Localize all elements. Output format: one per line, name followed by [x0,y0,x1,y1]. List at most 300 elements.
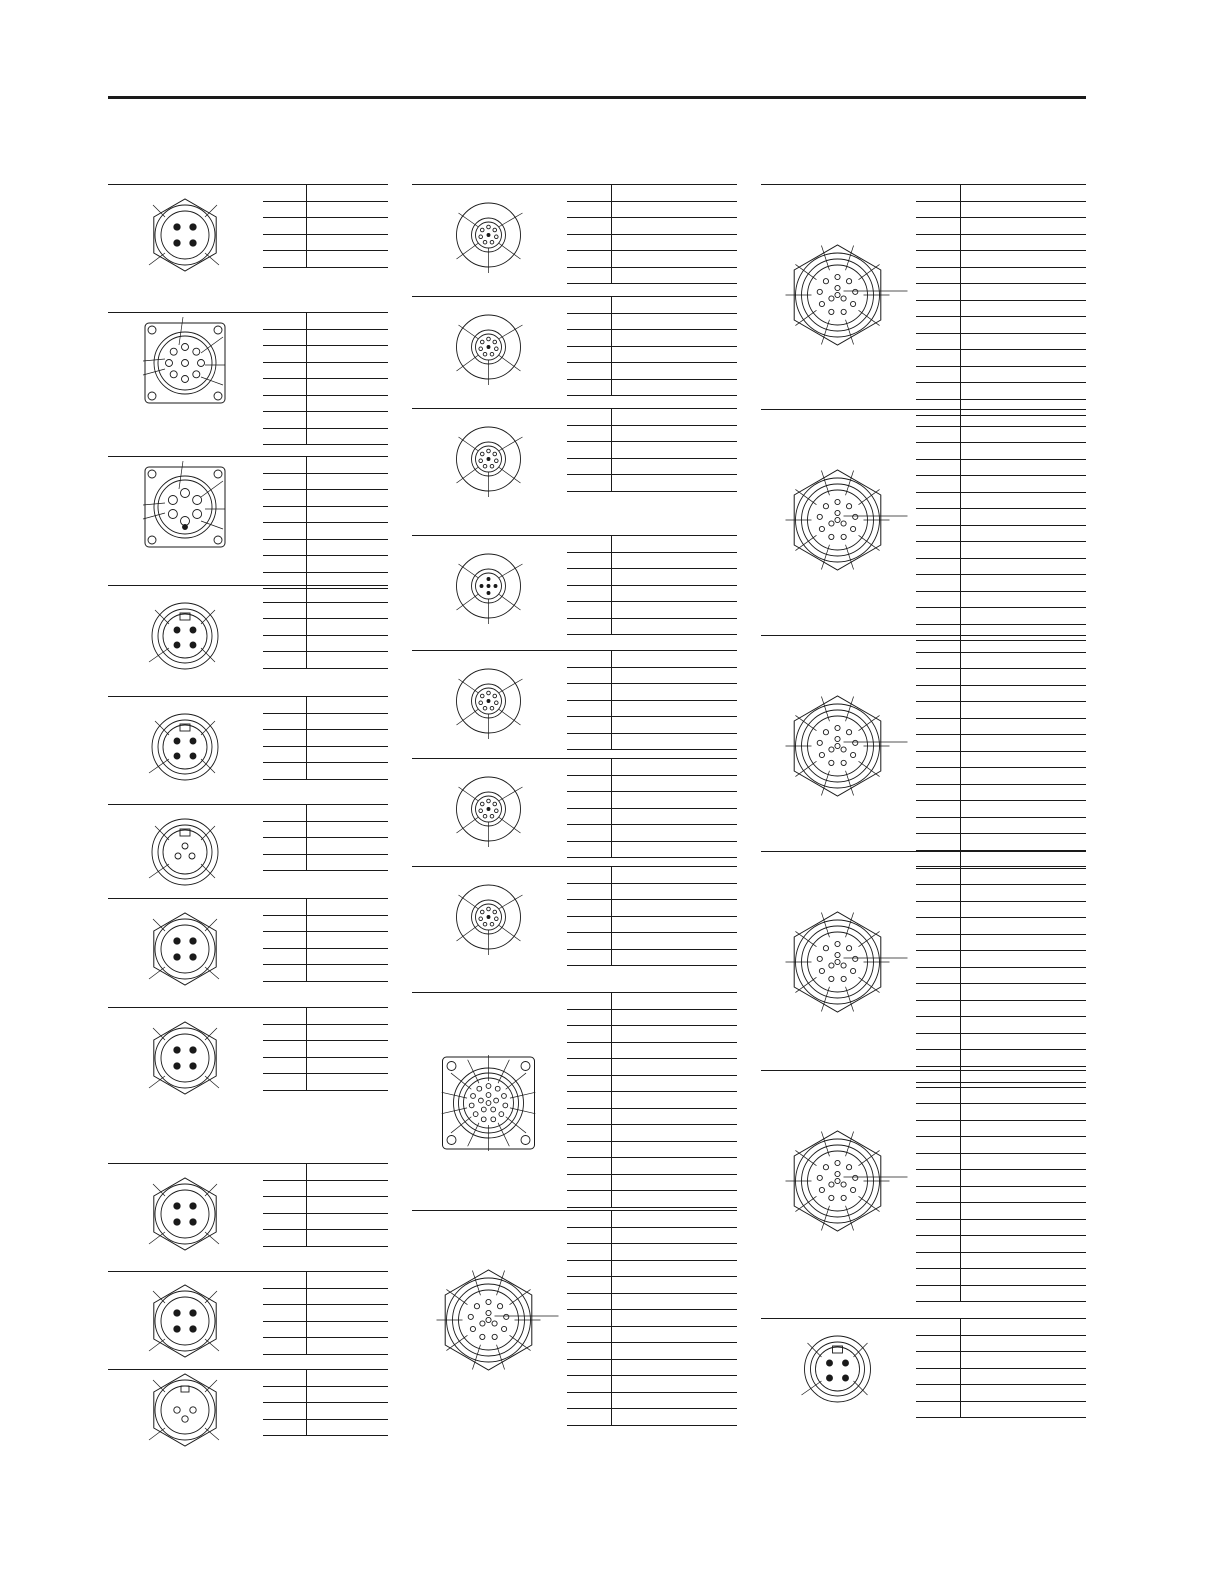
pin-number-cell [916,350,961,367]
callout-leader [846,1132,854,1157]
pin-number-cell [916,718,961,735]
table-row [916,984,1086,1001]
connector-ring [155,1380,215,1440]
pin-number-cell [916,575,961,592]
contact-pin [480,228,484,232]
callout-leader [179,461,183,489]
table-row [263,313,388,329]
connector-drawing [108,805,262,899]
table-row [263,1057,388,1074]
contact-pin [827,1375,833,1381]
pin-number-cell [567,867,612,883]
pin-number-cell [263,1386,307,1403]
table-row [567,1392,737,1409]
signal-name-cell [961,1319,1087,1335]
pin-number-cell [263,1419,307,1436]
callout-leader [846,545,854,570]
signal-name-cell [307,1370,389,1386]
contact-pin [494,235,498,239]
contact-pin [829,1182,834,1187]
table-row [916,768,1086,785]
table-row [567,1211,737,1227]
pin-number-cell [263,838,307,855]
table-row [263,1041,388,1058]
signal-name-cell [307,838,389,855]
contact-pin [494,1098,499,1103]
callout-leader [846,246,854,271]
pin-number-cell [263,805,307,821]
signal-name-cell [307,602,389,619]
contact-pin [850,968,855,973]
contact-pin [846,946,851,951]
contact-pin [190,224,196,230]
table-row [263,586,388,602]
signal-name-cell [961,575,1087,592]
connector-ring [158,609,212,663]
signal-name-cell [612,379,738,396]
signal-name-cell [612,1009,738,1026]
hex-nut-outline [154,1178,216,1250]
signal-name-cell [961,669,1087,686]
pin-number-cell [916,426,961,443]
callout-leader [846,987,854,1012]
pin-number-cell [567,1227,612,1244]
signal-name-cell [307,1008,389,1024]
table-row [916,784,1086,801]
signal-name-cell [307,506,389,523]
table-row [916,492,1086,509]
signal-name-cell [612,1125,738,1142]
signal-name-cell [612,883,738,900]
callout-leader [821,913,829,938]
callout-leader [821,987,829,1012]
callout-leader [205,1076,219,1088]
contact-pin [835,1171,840,1176]
callout-leader [457,243,479,259]
pin-number-cell [263,1370,307,1386]
table-row [567,825,737,842]
connector-section [108,1369,388,1450]
contact-pin [473,1112,478,1117]
contact-pin [487,578,490,581]
callout-leader [457,817,479,833]
contact-pin [174,1407,180,1413]
signal-name-cell [612,1260,738,1277]
connector-drawing [412,993,565,1209]
connector-section [412,650,737,758]
contact-pin [493,910,497,914]
signal-name-cell [307,329,389,346]
signal-name-cell [612,425,738,442]
contact-pin [174,1047,180,1053]
table-row [916,1335,1086,1352]
signal-name-cell [307,1386,389,1403]
table-row [916,542,1086,559]
pin-number-cell [263,218,307,235]
contact-pin [481,1107,486,1112]
pin-number-cell [916,201,961,218]
contact-pin [487,592,490,595]
signal-name-cell [612,1141,738,1158]
pin-number-cell [567,425,612,442]
signal-name-cell [307,523,389,540]
table-row [916,901,1086,918]
contact-pin [819,752,824,757]
pin-number-cell [263,965,307,982]
table-row [567,667,737,684]
table-row [263,395,388,412]
contact-pin [835,941,840,946]
table-row [263,218,388,235]
signal-name-cell [612,733,738,750]
contact-pin [841,760,846,765]
pin-number-cell [916,1186,961,1203]
pin-number-cell [263,1321,307,1338]
contact-pin [486,1310,491,1315]
pin-number-cell [263,1213,307,1230]
contact-pin [474,1304,479,1309]
callout-leader [821,771,829,796]
contact-pin [829,747,834,752]
connector-drawing [412,759,565,866]
table-row [916,868,1086,885]
pin-assignment-table [263,185,388,268]
table-row [916,476,1086,493]
table-row [263,713,388,730]
callout-leader [821,545,829,570]
table-row [567,330,737,347]
table-row [916,608,1086,625]
table-row [916,426,1086,443]
table-row [567,651,737,667]
signal-name-cell [612,1277,738,1294]
table-row [567,1141,737,1158]
mounting-hole [447,1136,456,1145]
signal-name-cell [612,251,738,268]
connector-drawing [412,651,565,758]
contact-pin [835,736,840,741]
pin-number-cell [567,234,612,251]
signal-name-cell [612,1310,738,1327]
table-row [567,602,737,619]
signal-name-cell [307,635,389,652]
pin-number-cell [567,841,612,858]
pin-number-cell [916,984,961,1001]
connector-section [108,312,388,455]
pin-number-cell [263,1057,307,1074]
pin-number-cell [916,300,961,317]
signal-name-cell [307,1197,389,1214]
contact-pin [494,585,497,588]
contact-pin [829,534,834,539]
table-row [263,948,388,965]
signal-name-cell [307,1041,389,1058]
table-row [567,1059,737,1076]
table-row [916,1071,1086,1087]
table-row [567,218,737,235]
pin-number-cell [263,821,307,838]
pin-number-cell [263,1272,307,1288]
signal-name-cell [307,948,389,965]
contact-pin [843,1375,849,1381]
contact-pin [468,1314,473,1319]
signal-name-cell [961,1033,1087,1050]
signal-name-cell [961,1401,1087,1418]
table-row [916,251,1086,268]
contact-pin [198,360,205,367]
signal-name-cell [612,585,738,602]
pin-number-cell [567,552,612,569]
table-row [263,619,388,636]
signal-name-cell [307,313,389,329]
table-row [263,1180,388,1197]
pin-number-cell [916,685,961,702]
table-row [567,536,737,552]
contact-pin [487,808,490,811]
connector-ring [811,1342,865,1396]
table-row [916,317,1086,334]
signal-name-cell [612,1359,738,1376]
signal-name-cell [961,702,1087,719]
signal-name-cell [961,251,1087,268]
connector-section [108,1007,388,1164]
callout-leader [205,253,219,265]
signal-name-cell [961,201,1087,218]
signal-name-cell [307,379,389,396]
contact-pin [835,517,840,522]
contact-pin [481,1117,486,1122]
signal-name-cell [307,586,389,602]
pin-number-cell [567,1026,612,1043]
contact-pin [503,1103,508,1108]
pin-number-cell [263,1074,307,1091]
contact-pin [501,1326,506,1331]
table-row [567,569,737,586]
pin-number-cell [263,1403,307,1420]
contact-pin [480,910,484,914]
callout-leader [821,697,829,722]
signal-name-cell [307,1057,389,1074]
signal-name-cell [612,569,738,586]
table-row [567,1075,737,1092]
hex-nut-outline [154,1022,216,1094]
pin-number-cell [263,730,307,747]
pin-number-cell [263,1305,307,1322]
table-row [916,1104,1086,1121]
pin-number-cell [916,801,961,818]
pin-number-cell [567,251,612,268]
contact-pin [829,1195,834,1200]
pin-number-cell [567,1277,612,1294]
table-row [916,751,1086,768]
signal-name-cell [961,918,1087,935]
pin-number-cell [916,267,961,284]
connector-ring [163,614,207,658]
contact-pin [487,458,490,461]
signal-name-cell [612,602,738,619]
signal-name-cell [612,841,738,858]
signal-name-cell [961,1269,1087,1286]
pin-number-cell [916,1104,961,1121]
signal-name-cell [307,1024,389,1041]
pin-number-cell [567,1293,612,1310]
contact-pin [487,691,491,695]
pin-number-cell [567,458,612,475]
pin-number-cell [916,218,961,235]
signal-name-cell [612,618,738,635]
pin-number-cell [916,834,961,851]
contact-pin [835,285,840,290]
pin-number-cell [263,746,307,763]
contact-pin [497,1304,502,1309]
table-row [263,1008,388,1024]
pin-number-cell [567,330,612,347]
signal-name-cell [307,473,389,490]
pin-number-cell [263,457,307,473]
signal-name-cell [961,1087,1087,1104]
table-row [916,1137,1086,1154]
pin-number-cell [567,442,612,459]
connector-section [761,851,1086,1069]
callout-leader [472,1271,480,1296]
table-row [567,1310,737,1327]
signal-name-cell [961,1352,1087,1369]
table-row [567,1108,737,1125]
table-row [916,366,1086,383]
contact-pin [478,1098,483,1103]
contact-pin [182,843,188,849]
contact-pin [817,514,822,519]
mounting-hole [148,536,156,544]
contact-pin [168,510,177,519]
signal-name-cell [612,1293,738,1310]
callout-leader [497,1271,505,1296]
contact-pin [193,348,200,355]
connector-section [108,1163,388,1272]
contact-pin [843,1360,849,1366]
pin-number-cell [567,717,612,734]
table-row [263,1230,388,1247]
pin-number-cell [916,951,961,968]
contact-pin [835,1178,840,1183]
table-row [567,267,737,284]
pin-number-cell [263,329,307,346]
contact-pin [835,499,840,504]
contact-pin [841,976,846,981]
pin-number-cell [916,366,961,383]
contact-pin [493,802,497,806]
table-row [567,1359,737,1376]
signal-name-cell [612,363,738,380]
signal-name-cell [612,916,738,933]
contact-pin [174,1310,180,1316]
signal-name-cell [612,218,738,235]
pin-number-cell [916,1000,961,1017]
signal-name-cell [612,1174,738,1191]
contact-pin [480,452,484,456]
connector-ring [802,484,874,556]
signal-name-cell [961,284,1087,301]
pin-number-cell [263,251,307,268]
pin-assignment-table [567,759,737,858]
pin-number-cell [263,1197,307,1214]
pin-number-cell [567,297,612,313]
signal-name-cell [307,854,389,871]
contact-pin [490,706,494,710]
contact-pin [490,240,494,244]
table-row [263,652,388,669]
table-row [567,1277,737,1294]
signal-name-cell [961,1137,1087,1154]
connector-drawing [412,536,565,650]
pin-number-cell [567,993,612,1009]
pin-number-cell [916,784,961,801]
contact-pin [823,504,828,509]
signal-name-cell [961,608,1087,625]
signal-name-cell [961,967,1087,984]
signal-name-cell [612,1326,738,1343]
pin-number-cell [567,346,612,363]
connector-ring [163,725,207,769]
connector-section [108,585,388,696]
callout-leader [846,771,854,796]
pin-number-cell [567,1075,612,1092]
contact-pin [819,1187,824,1192]
contact-pin [835,510,840,515]
callout-leader [201,337,223,353]
pin-number-cell [263,1230,307,1247]
signal-name-cell [961,685,1087,702]
contact-pin [483,464,487,468]
connector-section [108,1271,388,1370]
contact-pin [190,1219,196,1225]
pin-number-cell [916,234,961,251]
table-row [567,201,737,218]
table-row [567,442,737,459]
signal-name-cell [961,1104,1087,1121]
signal-name-cell [961,901,1087,918]
signal-name-cell [612,1409,738,1426]
pin-number-cell [916,1033,961,1050]
pin-number-cell [916,918,961,935]
pin-number-cell [263,490,307,507]
signal-name-cell [612,458,738,475]
signal-name-cell [307,1305,389,1322]
pin-number-cell [263,763,307,780]
pin-number-cell [916,901,961,918]
table-row [263,201,388,218]
table-row [567,1260,737,1277]
signal-name-cell [961,784,1087,801]
signal-name-cell [961,509,1087,526]
signal-name-cell [307,713,389,730]
pin-number-cell [916,1252,961,1269]
pin-number-cell [916,525,961,542]
contact-pin [835,952,840,957]
contact-pin [483,706,487,710]
pin-number-cell [263,602,307,619]
table-row [567,409,737,425]
table-row [916,509,1086,526]
signal-name-cell [612,867,738,883]
pin-number-cell [263,1288,307,1305]
callout-leader [457,594,479,610]
signal-name-cell [612,808,738,825]
signal-name-cell [612,267,738,284]
contact-pin [174,1203,180,1209]
signal-name-cell [307,1321,389,1338]
signal-name-cell [307,185,389,201]
